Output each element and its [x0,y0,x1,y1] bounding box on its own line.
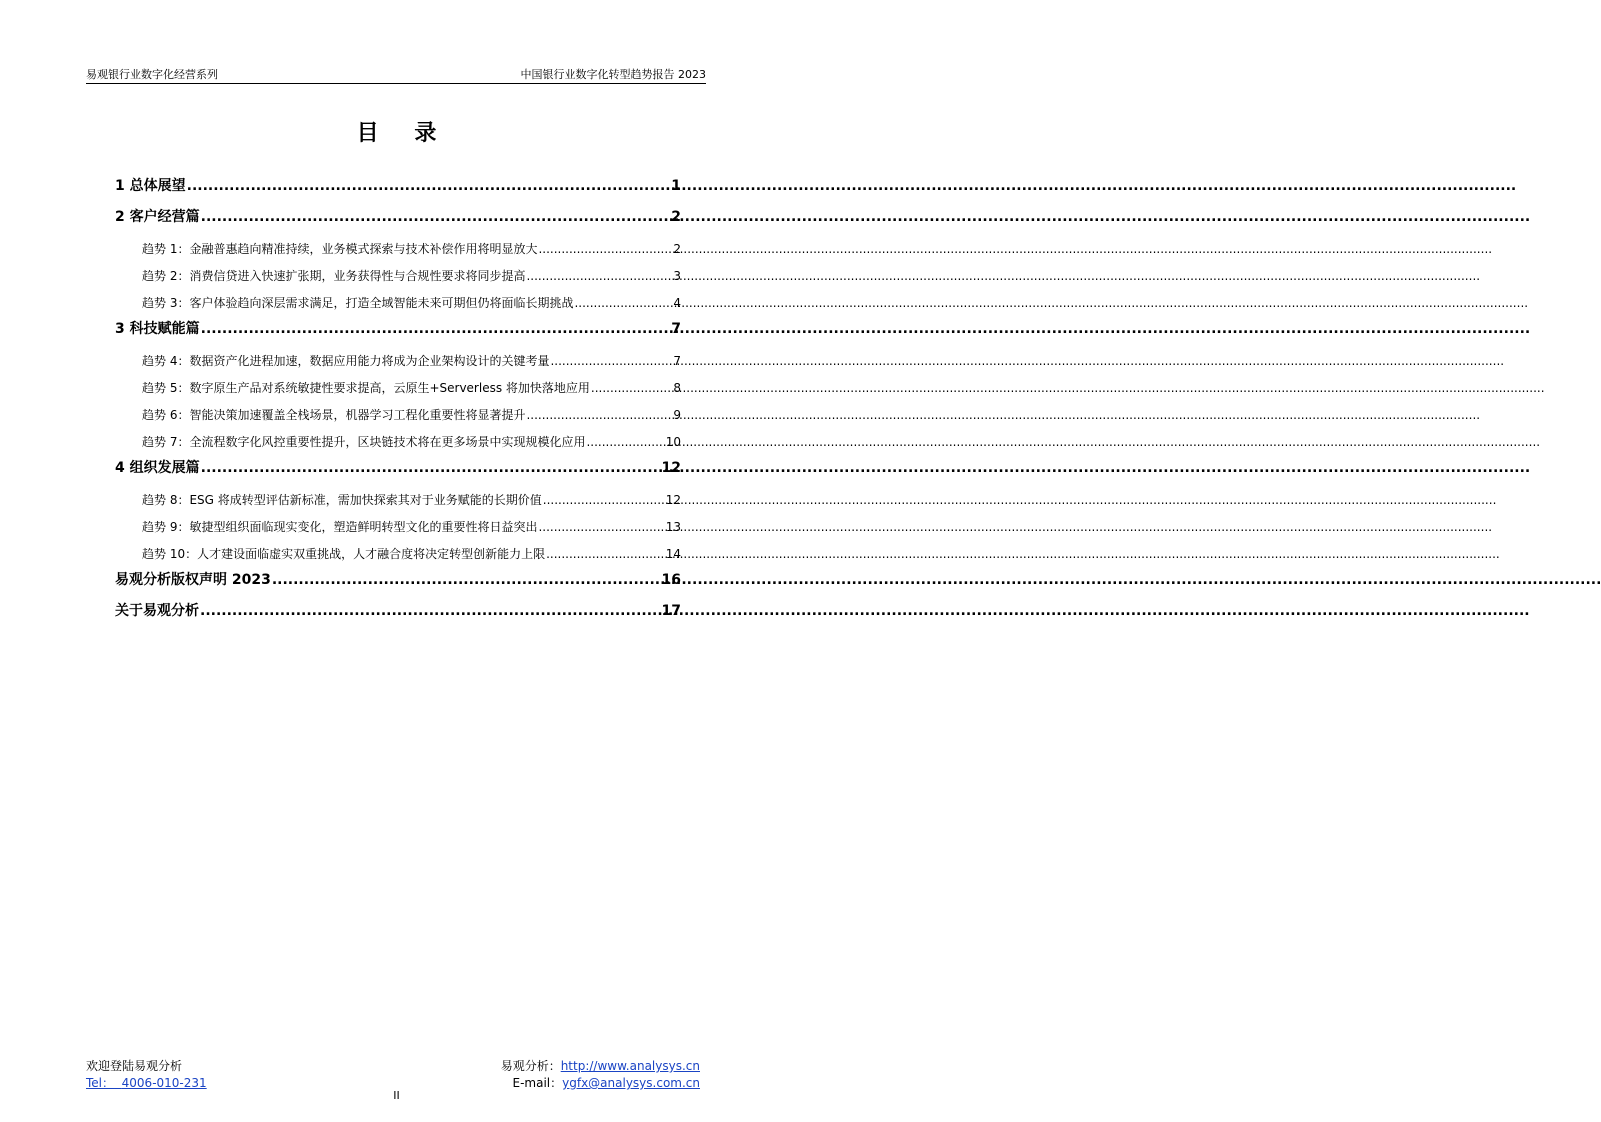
toc-leader-dots [591,375,672,402]
toc-leader-dots [586,429,664,456]
toc-entry-text: 趋势 8：ESG 将成转型评估新标准，需加快探索其对于业务赋能的长期价值 [142,493,542,507]
toc-leader-dots [272,568,661,592]
toc-leader-dots [550,348,672,375]
toc-chapter-entry[interactable] [115,568,681,599]
toc-entry-page: 1 [671,178,681,194]
toc-chapter-entry[interactable] [115,174,681,205]
toc-entry-text: 趋势 4：数据资产化进程加速，数据应用能力将成为企业架构设计的关键考量 [142,354,550,368]
footer-tel-label: Tel： [86,1076,115,1090]
toc-title: 目 录 [356,121,451,146]
toc-trend-entry[interactable] [115,263,681,290]
toc-entry-text: 1 总体展望 [115,178,186,194]
footer-email-label: E-mail： [512,1076,563,1090]
toc-trend-entry[interactable] [115,290,681,317]
toc-entry-text: 4 组织发展篇 [115,460,200,476]
toc-leader-dots [546,541,665,568]
header-series-title: 易观银行业数字化经营系列 [86,68,218,81]
toc-trend-entry[interactable] [115,402,681,429]
toc-trend-entry[interactable] [115,541,681,568]
toc-entry-page: 9 [673,408,681,422]
toc-trend-entry[interactable] [115,487,681,514]
footer-links [501,1058,700,1092]
toc-entry-text: 2 客户经营篇 [115,209,200,225]
toc-trend-entry[interactable] [115,429,681,456]
toc-trend-entry[interactable] [115,348,681,375]
toc-entry-page: 7 [673,354,681,368]
toc-entry-page: 10 [665,435,681,449]
footer-welcome: 欢迎登陆易观分析 [86,1059,183,1073]
toc-entry-text: 趋势 10：人才建设面临虚实双重挑战，人才融合度将决定转型创新能力上限 [142,547,546,561]
table-of-contents [115,174,681,630]
toc-entry-page: 17 [661,603,681,619]
toc-entry-page: 14 [665,547,681,561]
toc-entry-text: 趋势 6：智能决策加速覆盖全栈场景，机器学习工程化重要性将显著提升 [142,408,526,422]
toc-entry-text: 趋势 7：全流程数字化风控重要性提升，区块链技术将在更多场景中实现规模化应用 [142,435,586,449]
page-number: II [393,1089,400,1102]
toc-leader-dots [201,317,671,341]
footer-site-line [501,1058,700,1075]
toc-entry-text: 趋势 5：数字原生产品对系统敏捷性要求提高，云原生+Serverless 将加快落地应用 [142,381,590,395]
toc-leader-dots [543,487,665,514]
toc-entry-text: 趋势 3：客户体验趋向深层需求满足，打造全域智能未来可期但仍将面临长期挑战 [142,296,574,310]
toc-leader-dots [574,290,672,317]
toc-chapter-entry[interactable] [115,599,681,630]
toc-leader-dots [187,174,671,198]
footer-site-label: 易观分析： [500,1059,561,1073]
toc-trend-entry[interactable] [115,375,681,402]
toc-leader-dots [538,514,664,541]
toc-entry-page: 4 [673,296,681,310]
toc-leader-dots [201,205,671,229]
toc-entry-text: 趋势 9：敏捷型组织面临现实变化，塑造鲜明转型文化的重要性将日益突出 [142,520,538,534]
toc-entry-text: 易观分析版权声明 2023 [115,572,271,588]
footer-tel-value: 4006-010-231 [121,1076,207,1090]
header-report-title: 中国银行业数字化转型趋势报告 2023 [520,68,706,81]
toc-entry-text: 关于易观分析 [115,603,199,619]
toc-trend-entry[interactable] [115,514,681,541]
toc-entry-text: 趋势 1：金融普惠趋向精准持续，业务模式探索与技术补偿作用将明显放大 [142,242,538,256]
toc-entry-page: 3 [673,269,681,283]
toc-entry-page: 12 [665,493,681,507]
toc-chapter-entry[interactable] [115,205,681,236]
toc-leader-dots [200,599,661,623]
toc-entry-page: 13 [665,520,681,534]
toc-entry-page: 8 [673,381,681,395]
toc-chapter-entry[interactable] [115,317,681,348]
toc-leader-dots [526,402,672,429]
toc-leader-dots [201,456,661,480]
footer-site-link[interactable]: http://www.analysys.cn [560,1059,700,1073]
toc-entry-page: 16 [661,572,681,588]
toc-chapter-entry[interactable] [115,456,681,487]
toc-leader-dots [526,263,672,290]
footer-email-link[interactable]: ygfx@analysys.com.cn [562,1076,700,1090]
toc-entry-page: 12 [661,460,681,476]
toc-entry-page: 2 [673,242,681,256]
toc-trend-entry[interactable] [115,236,681,263]
toc-entry-text: 3 科技赋能篇 [115,321,200,337]
page-header [86,64,706,84]
toc-leader-dots [538,236,672,263]
toc-entry-text: 趋势 2：消费信贷进入快速扩张期，业务获得性与合规性要求将同步提高 [142,269,526,283]
toc-entry-page: 2 [671,209,681,225]
footer-contact [86,1058,207,1092]
toc-entry-page: 7 [671,321,681,337]
